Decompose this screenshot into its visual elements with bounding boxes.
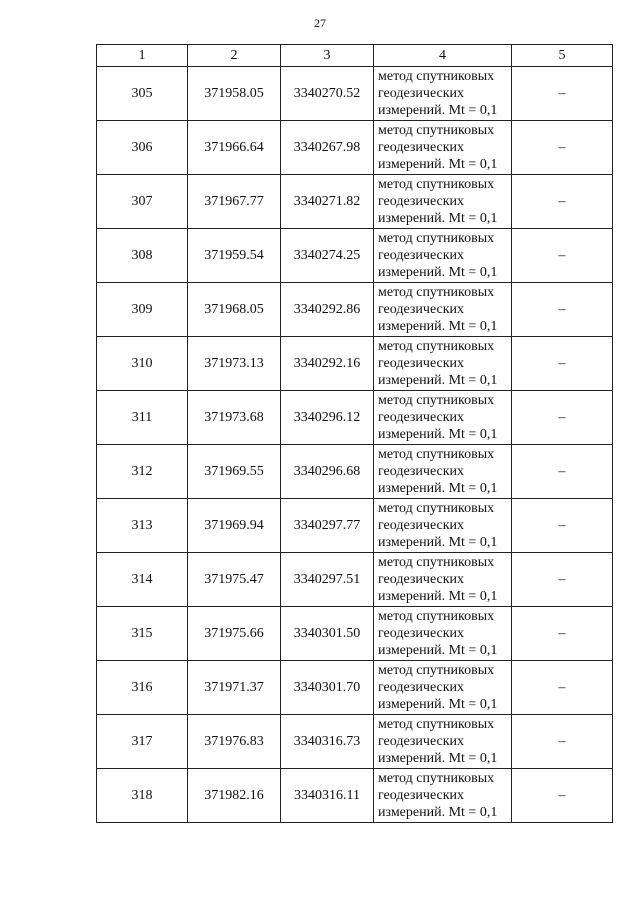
method-text-line: измерений. Mt = 0,1 — [378, 265, 498, 280]
method-text-line: геодезических — [378, 680, 465, 695]
method-text-line: метод спутниковых — [378, 69, 495, 84]
y-coordinate-cell: 3340316.73 — [281, 715, 374, 769]
method-text-line: геодезических — [378, 464, 465, 479]
method-text-line: геодезических — [378, 572, 465, 587]
method-text-line: метод спутниковых — [378, 123, 495, 138]
table-row — [97, 175, 613, 229]
method-text-line: метод спутниковых — [378, 231, 495, 246]
method-text-line: измерений. Mt = 0,1 — [378, 643, 498, 658]
point-number-cell: 305 — [97, 67, 188, 121]
y-coordinate-cell: 3340271.82 — [281, 175, 374, 229]
note-cell: – — [512, 229, 613, 283]
point-number-cell: 309 — [97, 283, 188, 337]
method-cell — [374, 67, 512, 121]
x-coordinate-cell: 371973.13 — [188, 337, 281, 391]
method-text-line: измерений. Mt = 0,1 — [378, 751, 498, 766]
method-text-line: метод спутниковых — [378, 285, 495, 300]
method-text-line: метод спутниковых — [378, 177, 495, 192]
x-coordinate-cell: 371973.68 — [188, 391, 281, 445]
x-coordinate-cell: 371967.77 — [188, 175, 281, 229]
x-coordinate-cell: 371968.05 — [188, 283, 281, 337]
column-header-3: 3 — [281, 45, 374, 67]
table-header — [97, 45, 613, 67]
point-number-cell: 314 — [97, 553, 188, 607]
method-cell — [374, 607, 512, 661]
method-cell — [374, 553, 512, 607]
method-text-line: геодезических — [378, 626, 465, 641]
note-cell: – — [512, 499, 613, 553]
y-coordinate-cell: 3340296.12 — [281, 391, 374, 445]
method-text-line: геодезических — [378, 248, 465, 263]
method-text-line: метод спутниковых — [378, 609, 495, 624]
point-number-cell: 317 — [97, 715, 188, 769]
note-cell: – — [512, 553, 613, 607]
point-number-cell: 316 — [97, 661, 188, 715]
point-number-cell: 318 — [97, 769, 188, 823]
y-coordinate-cell: 3340267.98 — [281, 121, 374, 175]
point-number-cell: 307 — [97, 175, 188, 229]
method-cell — [374, 121, 512, 175]
header-row — [97, 45, 613, 67]
method-cell — [374, 715, 512, 769]
method-text-line: измерений. Mt = 0,1 — [378, 157, 498, 172]
y-coordinate-cell: 3340292.86 — [281, 283, 374, 337]
table-row — [97, 715, 613, 769]
point-number-cell: 312 — [97, 445, 188, 499]
table-row — [97, 661, 613, 715]
column-header-2: 2 — [188, 45, 281, 67]
method-cell — [374, 499, 512, 553]
column-header-1: 1 — [97, 45, 188, 67]
method-text-line: метод спутниковых — [378, 447, 495, 462]
table-row — [97, 553, 613, 607]
x-coordinate-cell: 371975.66 — [188, 607, 281, 661]
point-number-cell: 310 — [97, 337, 188, 391]
y-coordinate-cell: 3340270.52 — [281, 67, 374, 121]
method-text-line: измерений. Mt = 0,1 — [378, 103, 498, 118]
y-coordinate-cell: 3340301.50 — [281, 607, 374, 661]
y-coordinate-cell: 3340297.77 — [281, 499, 374, 553]
method-text-line: метод спутниковых — [378, 339, 495, 354]
method-text-line: измерений. Mt = 0,1 — [378, 427, 498, 442]
method-text-line: метод спутниковых — [378, 663, 495, 678]
table-row — [97, 67, 613, 121]
method-text-line: метод спутниковых — [378, 717, 495, 732]
table-row — [97, 337, 613, 391]
table-row — [97, 607, 613, 661]
method-text-line: геодезических — [378, 518, 465, 533]
note-cell: – — [512, 67, 613, 121]
method-text-line: геодезических — [378, 302, 465, 317]
method-text-line: геодезических — [378, 788, 465, 803]
table-row — [97, 391, 613, 445]
method-cell — [374, 175, 512, 229]
x-coordinate-cell: 371959.54 — [188, 229, 281, 283]
y-coordinate-cell: 3340297.51 — [281, 553, 374, 607]
note-cell: – — [512, 661, 613, 715]
method-text-line: геодезических — [378, 194, 465, 209]
method-cell — [374, 391, 512, 445]
method-text-line: метод спутниковых — [378, 501, 495, 516]
table-row — [97, 229, 613, 283]
method-cell — [374, 229, 512, 283]
x-coordinate-cell: 371969.55 — [188, 445, 281, 499]
method-text-line: метод спутниковых — [378, 555, 495, 570]
method-text-line: геодезических — [378, 86, 465, 101]
column-header-4: 4 — [374, 45, 512, 67]
x-coordinate-cell: 371969.94 — [188, 499, 281, 553]
method-text-line: метод спутниковых — [378, 771, 495, 786]
table-row — [97, 445, 613, 499]
note-cell: – — [512, 445, 613, 499]
coordinates-table — [96, 44, 613, 823]
table-row — [97, 769, 613, 823]
point-number-cell: 308 — [97, 229, 188, 283]
method-text-line: геодезических — [378, 140, 465, 155]
note-cell: – — [512, 715, 613, 769]
point-number-cell: 315 — [97, 607, 188, 661]
point-number-cell: 306 — [97, 121, 188, 175]
y-coordinate-cell: 3340292.16 — [281, 337, 374, 391]
method-text-line: измерений. Mt = 0,1 — [378, 589, 498, 604]
point-number-cell: 311 — [97, 391, 188, 445]
x-coordinate-cell: 371976.83 — [188, 715, 281, 769]
note-cell: – — [512, 121, 613, 175]
table-row — [97, 283, 613, 337]
method-cell — [374, 661, 512, 715]
method-text-line: геодезических — [378, 410, 465, 425]
method-cell — [374, 445, 512, 499]
x-coordinate-cell: 371971.37 — [188, 661, 281, 715]
method-cell — [374, 337, 512, 391]
method-cell — [374, 769, 512, 823]
method-text-line: измерений. Mt = 0,1 — [378, 373, 498, 388]
note-cell: – — [512, 607, 613, 661]
note-cell: – — [512, 283, 613, 337]
method-text-line: измерений. Mt = 0,1 — [378, 481, 498, 496]
y-coordinate-cell: 3340316.11 — [281, 769, 374, 823]
method-text-line: измерений. Mt = 0,1 — [378, 535, 498, 550]
method-text-line: измерений. Mt = 0,1 — [378, 805, 498, 820]
table-row — [97, 499, 613, 553]
note-cell: – — [512, 769, 613, 823]
method-text-line: геодезических — [378, 356, 465, 371]
note-cell: – — [512, 391, 613, 445]
method-text-line: метод спутниковых — [378, 393, 495, 408]
x-coordinate-cell: 371966.64 — [188, 121, 281, 175]
note-cell: – — [512, 175, 613, 229]
point-number-cell: 313 — [97, 499, 188, 553]
y-coordinate-cell: 3340274.25 — [281, 229, 374, 283]
method-text-line: геодезических — [378, 734, 465, 749]
y-coordinate-cell: 3340296.68 — [281, 445, 374, 499]
method-text-line: измерений. Mt = 0,1 — [378, 319, 498, 334]
method-cell — [374, 283, 512, 337]
x-coordinate-cell: 371958.05 — [188, 67, 281, 121]
table-row — [97, 121, 613, 175]
note-cell: – — [512, 337, 613, 391]
x-coordinate-cell: 371982.16 — [188, 769, 281, 823]
method-text-line: измерений. Mt = 0,1 — [378, 211, 498, 226]
x-coordinate-cell: 371975.47 — [188, 553, 281, 607]
page-number: 27 — [314, 16, 326, 30]
method-text-line: измерений. Mt = 0,1 — [378, 697, 498, 712]
column-header-5: 5 — [512, 45, 613, 67]
table-body — [97, 67, 613, 823]
y-coordinate-cell: 3340301.70 — [281, 661, 374, 715]
